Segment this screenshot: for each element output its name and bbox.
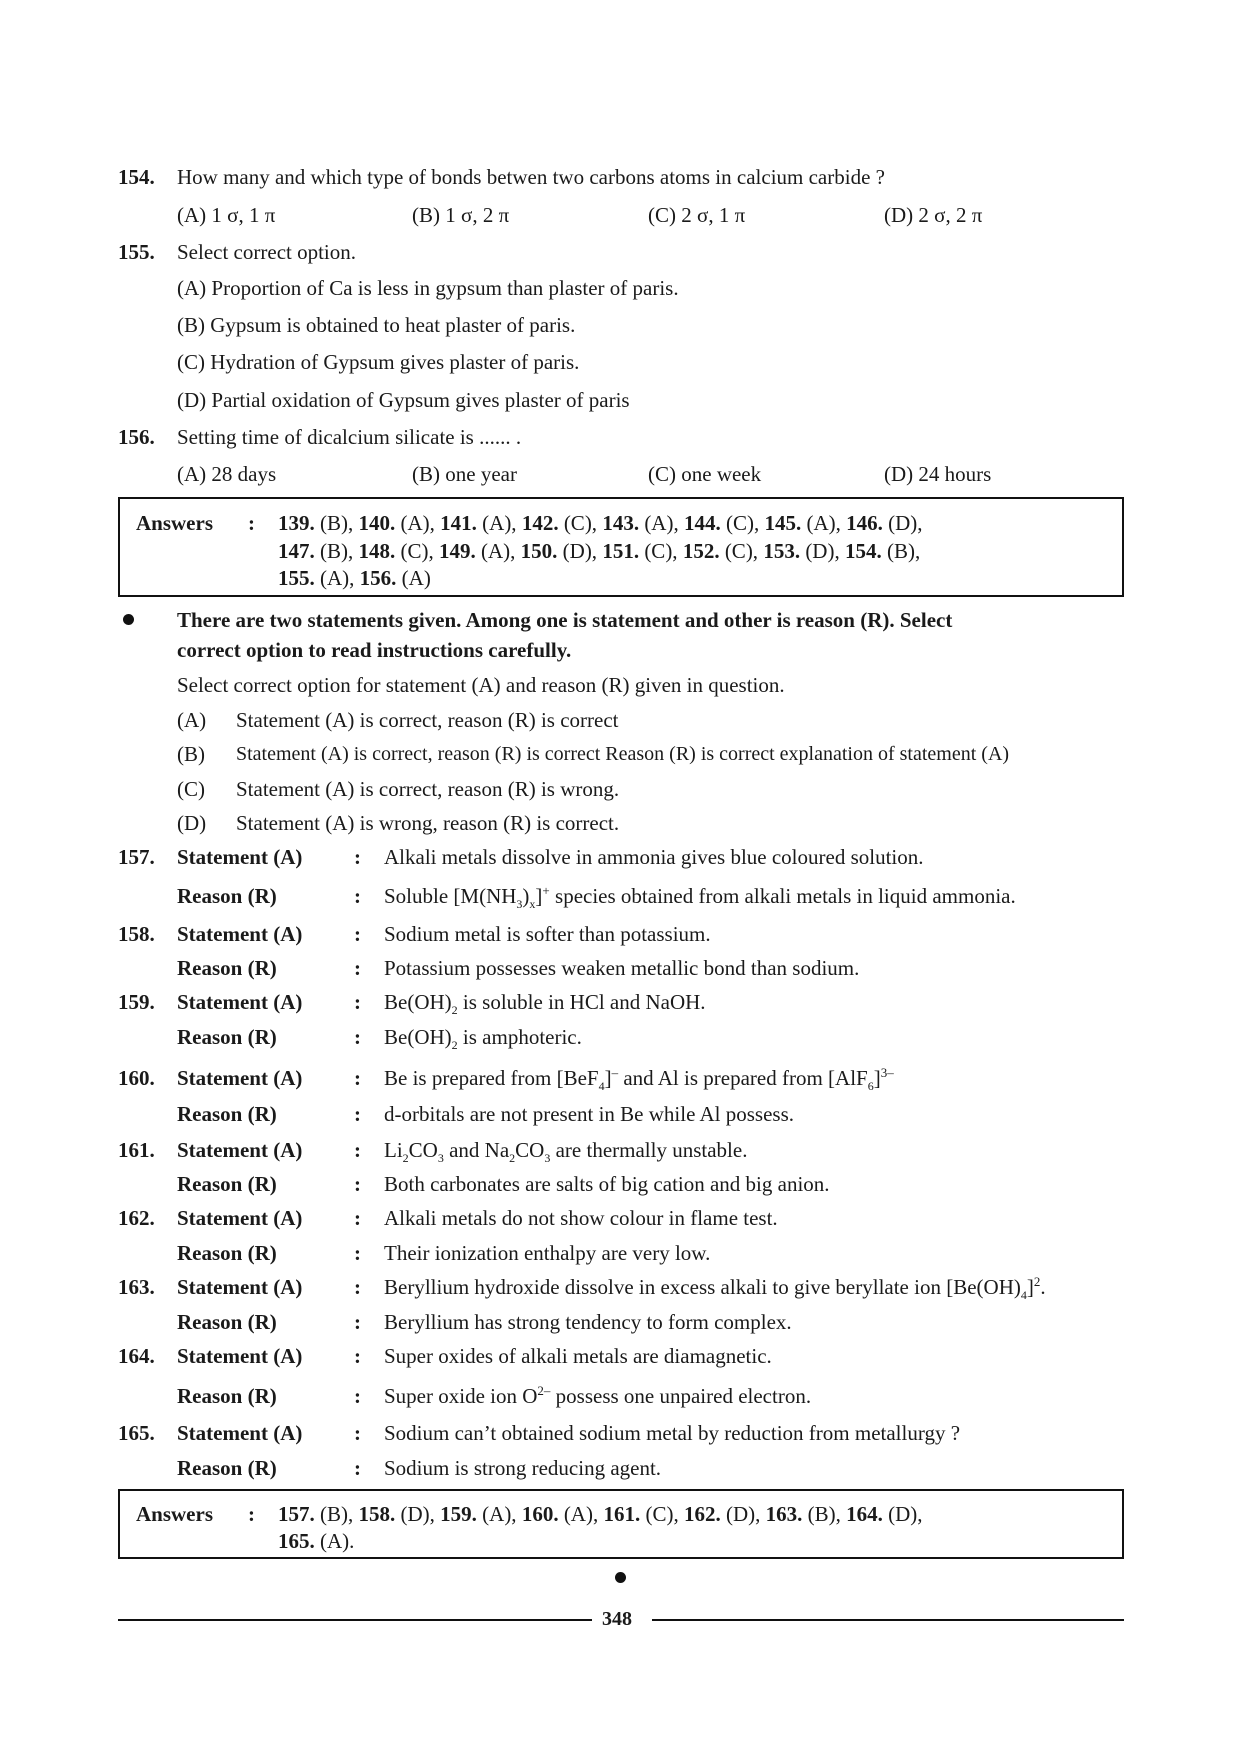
colon: : — [354, 1241, 361, 1265]
statement-text: Alkali metals do not show colour in flame test. — [384, 1206, 778, 1230]
statement-label: Statement (A) — [177, 1421, 303, 1445]
question-number: 154. — [118, 165, 155, 189]
statement-text: Alkali metals dissolve in ammonia gives blue coloured solution. — [384, 845, 924, 869]
question-number: 164. — [118, 1344, 155, 1368]
statement-label: Statement (A) — [177, 1344, 303, 1368]
question-text: Setting time of dicalcium silicate is ...... . — [177, 425, 522, 449]
footer-rule-left — [118, 1619, 592, 1621]
answers-label: Answers — [136, 1502, 213, 1526]
colon: : — [354, 1138, 361, 1162]
instruction-option-letter: (B) — [177, 742, 205, 766]
reason-label: Reason (R) — [177, 1172, 277, 1196]
reason-text: Soluble $[M(NH_3)_x]^+$ species obtained from alkali metals in liquid ammonia. — [384, 883, 1016, 911]
statement-label: Statement (A) — [177, 1138, 303, 1162]
instruction-option-text: Statement (A) is wrong, reason (R) is correct. — [236, 811, 620, 835]
reason-text: Their ionization enthalpy are very low. — [384, 1241, 711, 1265]
statement-label: Statement (A) — [177, 1206, 303, 1230]
section-end-bullet-icon — [615, 1572, 626, 1583]
footer-rule-right — [652, 1619, 1124, 1621]
question-number: 156. — [118, 425, 155, 449]
question-number: 160. — [118, 1066, 155, 1090]
question-number: 162. — [118, 1206, 155, 1230]
answers-colon: : — [248, 1502, 255, 1526]
reason-text: $Be(OH)_2$ is amphoteric. — [384, 1025, 582, 1052]
instruction-heading: There are two statements given. Among one is statement and other is reason (R). Select — [177, 608, 953, 632]
question-number: 163. — [118, 1275, 155, 1299]
bullet-icon — [123, 614, 134, 625]
reason-text: d-orbitals are not present in Be while Al possess. — [384, 1102, 795, 1126]
option: (D) 2 σ, 2 π — [884, 203, 983, 227]
instruction-option-text: Statement (A) is correct, reason (R) is correct Reason (R) is correct explanation of statement (A) — [236, 743, 1010, 765]
instruction-option-text: Statement (A) is correct, reason (R) is correct — [236, 708, 619, 732]
colon: : — [354, 1275, 361, 1299]
reason-text: Beryllium has strong tendency to form complex. — [384, 1310, 792, 1334]
answers-box — [118, 497, 1124, 597]
question-text: Select correct option. — [177, 240, 357, 264]
option: (A) Proportion of Ca is less in gypsum than plaster of paris. — [177, 276, 679, 300]
colon: : — [354, 990, 361, 1014]
reason-text: Sodium is strong reducing agent. — [384, 1456, 662, 1480]
statement-text: Beryllium hydroxide dissolve in excess alkali to give beryllate ion $[Be(OH)_4]^2$. — [384, 1274, 1046, 1302]
option: (C) 2 σ, 1 π — [648, 203, 746, 227]
colon: : — [354, 1102, 361, 1126]
statement-text: $Be(OH)_2$ is soluble in HCl and NaOH. — [384, 990, 706, 1017]
answers-line-3: 155. (A), 156. (A) — [278, 566, 431, 590]
question-number: 155. — [118, 240, 155, 264]
colon: : — [354, 1066, 361, 1090]
colon: : — [354, 845, 361, 869]
instruction-option-letter: (A) — [177, 708, 207, 732]
option: (B) 1 σ, 2 π — [412, 203, 510, 227]
reason-label: Reason (R) — [177, 956, 277, 980]
answers-colon: : — [248, 511, 255, 535]
answers-line-2: 147. (B), 148. (C), 149. (A), 150. (D), 151. (C), 152. (C), 153. (D), 154. (B), — [278, 539, 921, 563]
reason-label: Reason (R) — [177, 1384, 277, 1408]
answers-label: Answers — [136, 511, 213, 535]
statement-label: Statement (A) — [177, 1275, 303, 1299]
page-number: 348 — [602, 1608, 632, 1630]
question-number: 158. — [118, 922, 155, 946]
statement-label: Statement (A) — [177, 1066, 303, 1090]
question-text: How many and which type of bonds betwen two carbons atoms in calcium carbide ? — [177, 165, 885, 189]
colon: : — [354, 1384, 361, 1408]
colon: : — [354, 956, 361, 980]
statement-text: Be is prepared from [BeF$_4$]– and Al is prepared from $[AlF_6]^{3-}$ — [384, 1065, 894, 1093]
question-number: 165. — [118, 1421, 155, 1445]
option: (C) one week — [648, 462, 762, 486]
answers-line-2: 165. (A). — [278, 1529, 355, 1553]
statement-text: Sodium metal is softer than potassium. — [384, 922, 711, 946]
option: (D) Partial oxidation of Gypsum gives plaster of paris — [177, 388, 630, 412]
instruction-heading-cont: correct option to read instructions carefully. — [177, 638, 572, 662]
question-number: 161. — [118, 1138, 155, 1162]
reason-label: Reason (R) — [177, 1102, 277, 1126]
reason-label: Reason (R) — [177, 1456, 277, 1480]
colon: : — [354, 1421, 361, 1445]
reason-text: Potassium possesses weaken metallic bond than sodium. — [384, 956, 860, 980]
reason-label: Reason (R) — [177, 884, 277, 908]
option: (C) Hydration of Gypsum gives plaster of paris. — [177, 350, 580, 374]
colon: : — [354, 1310, 361, 1334]
instruction-option-letter: (D) — [177, 811, 207, 835]
reason-label: Reason (R) — [177, 1241, 277, 1265]
answers-line-1: 139. (B), 140. (A), 141. (A), 142. (C), 143. (A), 144. (C), 145. (A), 146. (D), — [278, 511, 923, 535]
option: (B) one year — [412, 462, 517, 486]
statement-text: $Li_2CO_3$ and $Na_2CO_3$ are thermally unstable. — [384, 1138, 748, 1165]
reason-text: Super oxide ion $O^{2-}$ possess one unpaired electron. — [384, 1383, 812, 1408]
question-number: 159. — [118, 990, 155, 1014]
colon: : — [354, 1456, 361, 1480]
option: (B) Gypsum is obtained to heat plaster of paris. — [177, 313, 576, 337]
colon: : — [354, 1172, 361, 1196]
instruction-option-text: Statement (A) is correct, reason (R) is wrong. — [236, 777, 620, 801]
colon: : — [354, 1344, 361, 1368]
question-number: 157. — [118, 845, 155, 869]
colon: : — [354, 884, 361, 908]
reason-label: Reason (R) — [177, 1310, 277, 1334]
statement-label: Statement (A) — [177, 845, 303, 869]
option: (D) 24 hours — [884, 462, 992, 486]
reason-label: Reason (R) — [177, 1025, 277, 1049]
colon: : — [354, 1025, 361, 1049]
colon: : — [354, 1206, 361, 1230]
instruction-option-letter: (C) — [177, 777, 205, 801]
option: (A) 1 σ, 1 π — [177, 203, 276, 227]
statement-text: Super oxides of alkali metals are diamagnetic. — [384, 1344, 772, 1368]
statement-text: Sodium can’t obtained sodium metal by reduction from metallurgy ? — [384, 1421, 961, 1445]
answers-box — [118, 1489, 1124, 1559]
statement-label: Statement (A) — [177, 922, 303, 946]
option: (A) 28 days — [177, 462, 277, 486]
statement-label: Statement (A) — [177, 990, 303, 1014]
instruction-line: Select correct option for statement (A) and reason (R) given in question. — [177, 673, 785, 697]
colon: : — [354, 922, 361, 946]
answers-line-1: 157. (B), 158. (D), 159. (A), 160. (A), 161. (C), 162. (D), 163. (B), 164. (D), — [278, 1502, 923, 1526]
reason-text: Both carbonates are salts of big cation and big anion. — [384, 1172, 830, 1196]
